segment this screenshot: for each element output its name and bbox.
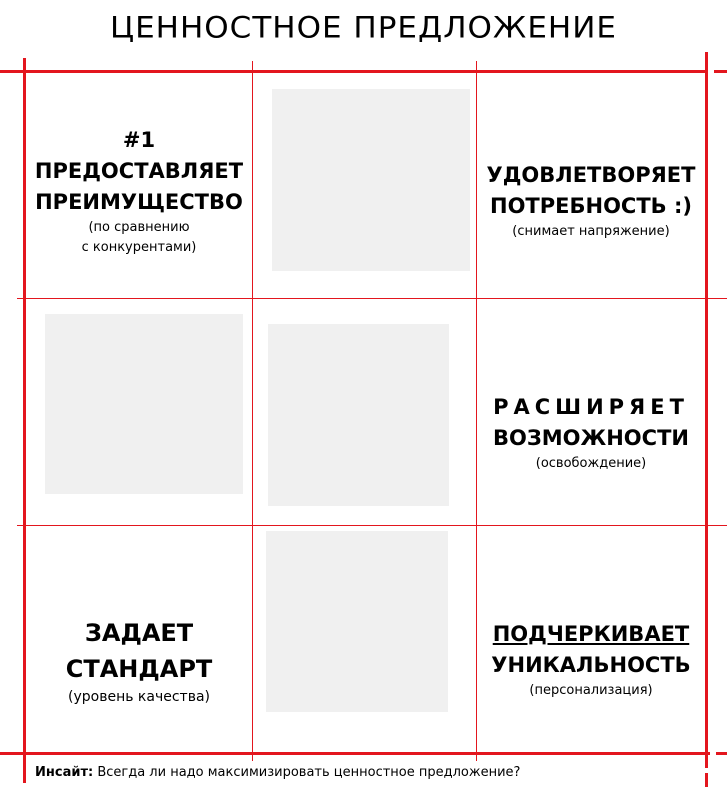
page-title: ЦЕННОСТНОЕ ПРЕДЛОЖЕНИЕ: [110, 10, 617, 46]
image-placeholder: [45, 314, 243, 494]
cell-need: [477, 160, 705, 260]
cell-title-line2: ВОЗМОЖНОСТИ: [493, 426, 689, 450]
cell-title-line1: ПОДЧЕРКИВАЕТ: [492, 622, 690, 646]
cell-subtitle: (персонализация): [529, 683, 653, 698]
grid-line-right: [705, 58, 708, 768]
cell-title-line2: СТАНДАРТ: [65, 655, 213, 683]
grid-line-row2: [17, 525, 727, 526]
insight-line: [35, 765, 520, 780]
insight-text: Всегда ли надо максимизировать ценностное предложение?: [97, 765, 521, 780]
image-placeholder: [272, 89, 470, 271]
cell-title-line1: УДОВЛЕТВОРЯЕТ: [486, 163, 696, 187]
cell-title-line2: УНИКАЛЬНОСТЬ: [491, 653, 691, 677]
cell-subtitle: (уровень качества): [68, 689, 210, 705]
cell-subtitle-line1: (по сравнению: [88, 220, 190, 235]
cell-number: #1: [122, 128, 156, 152]
cell-title-line2: ПОТРЕБНОСТЬ :): [490, 194, 692, 218]
cell-title-line2: ПРЕИМУЩЕСТВО: [35, 190, 243, 214]
insight-label: Инсайт:: [35, 765, 94, 780]
cell-subtitle-line2: с конкурентами): [81, 240, 197, 255]
grid-line-right-dash-bottom: [705, 773, 708, 787]
grid-line-row1: [17, 298, 727, 299]
grid-line-col1: [252, 61, 253, 761]
cell-advantage: [26, 125, 252, 275]
grid-line-bottom-dash: [716, 752, 727, 755]
grid-line-top: [0, 70, 707, 73]
cell-standard: [26, 615, 252, 715]
grid-line-top-dash: [714, 70, 727, 73]
cell-title-line1: ПРЕДОСТАВЛЯЕТ: [34, 159, 244, 183]
cell-title-line1: РАСШИРЯЕТ: [493, 395, 689, 419]
cell-expands: [477, 392, 705, 492]
cell-title-line1: ЗАДАЕТ: [84, 619, 194, 647]
image-placeholder: [268, 324, 449, 506]
image-placeholder: [266, 531, 448, 712]
cell-subtitle: (освобождение): [535, 456, 647, 471]
cell-subtitle: (снимает напряжение): [512, 224, 670, 239]
grid-line-right-dash-top: [705, 52, 708, 60]
grid-line-bottom: [0, 752, 710, 755]
cell-unique: [477, 619, 705, 719]
